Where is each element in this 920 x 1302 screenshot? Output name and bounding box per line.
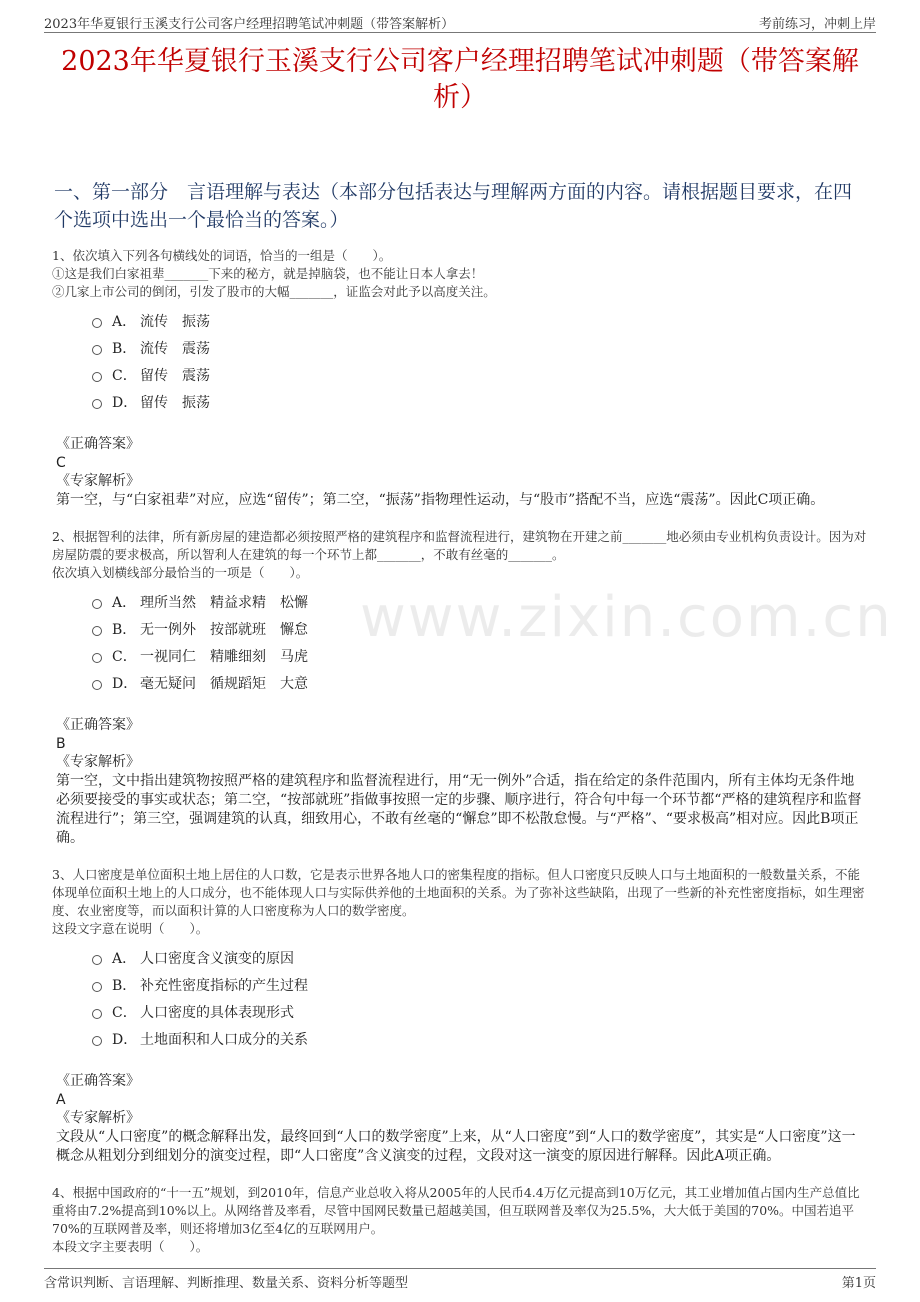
header-doc-title: 2023年华夏银行玉溪支行公司客户经理招聘笔试冲刺题（带答案解析）: [44, 17, 455, 32]
option-letter: B．: [112, 977, 137, 994]
option-c[interactable]: [92, 361, 868, 388]
explanation-text: 文段从“人口密度”的概念解释出发，最终回到“人口的数学密度”上来，从“人口密度”到“人口的数学密度”，其实是“人口密度”这一概念从粗划分到细划分的演变过程，即“人口密度”含义演变的过程，文段对这一演变的原因进行解释。因此A项正确。: [56, 1129, 856, 1164]
option-letter: D．: [112, 675, 138, 692]
answer-value: C: [56, 455, 66, 471]
option-text: 毫无疑问 循规蹈矩 大意: [140, 675, 308, 692]
radio-icon[interactable]: [92, 399, 102, 409]
option-text: 流传 振荡: [140, 313, 210, 330]
option-b[interactable]: [92, 615, 868, 642]
explanation-text: 第一空，与“白家祖辈”对应，应选“留传”；第二空，“振荡”指物理性运动，与“股市”搭配不当，应选“震荡”。因此C项正确。: [56, 492, 825, 508]
explanation-label: 《专家解析》: [56, 1110, 140, 1126]
question-4-line-1: 4、根据中国政府的“十一五”规划，到2010年，信息产业总收入将从2005年的人民币4.4万亿元提高到10万亿元，其工业增加值占国内生产总值比重将由7.2%提高到10%以上。从网络普及率看，尽管中国网民数量已超越美国，但互联网普及率仅为25.5%，大大低于美国的70%。中国若追平70%的互联网普及率，则还将增加3亿至4亿的互联网用户。: [52, 1185, 860, 1236]
question-1-line-2: ①这是我们白家祖辈_______下来的秘方，就是掉脑袋，也不能让日本人拿去！: [52, 266, 484, 281]
footer-topics: 含常识判断、言语理解、判断推理、数量关系、资料分析等题型: [44, 1276, 409, 1291]
option-letter: A．: [112, 313, 137, 330]
radio-icon[interactable]: [92, 1009, 102, 1019]
question-2-options: [92, 588, 868, 696]
option-letter: D．: [112, 394, 138, 411]
page-header: [44, 10, 876, 33]
radio-icon[interactable]: [92, 1036, 102, 1046]
option-letter: B．: [112, 340, 137, 357]
option-text: 无一例外 按部就班 懈怠: [140, 621, 308, 638]
question-4-line-2: 本段文字主要表明（ ）。: [52, 1239, 209, 1254]
option-text: 补充性密度指标的产生过程: [140, 977, 308, 994]
question-2-line-2: 依次填入划横线部分最恰当的一项是（ ）。: [52, 565, 309, 580]
question-1-options: [92, 307, 868, 415]
answer-value: B: [56, 736, 66, 752]
option-text: 人口密度的具体表现形式: [140, 1004, 294, 1021]
option-letter: C．: [112, 1004, 137, 1021]
option-text: 人口密度含义演变的原因: [140, 950, 294, 967]
page-footer: [44, 1268, 876, 1291]
explanation-text: 第一空，文中指出建筑物按照严格的建筑程序和监督流程进行，用“无一例外”合适，指在给定的条件范围内，所有主体均无条件地必须要接受的事实或状态；第二空，“按部就班”指做事按照一定的步骤、顺序进行，符合句中每一个环节都“严格的建筑程序和监督流程进行”；第三空，强调建筑的认真，细致用心，不敢有丝毫的“懈怠”即不松散怠慢。与“严格”、“要求极高”相对应。因此B项正确。: [56, 773, 862, 846]
question-3: [52, 866, 868, 1166]
watermark: www.zixin.com.cn: [360, 585, 893, 650]
question-3-line-2: 这段文字意在说明（ ）。: [52, 921, 209, 936]
question-2-line-1: 2、根据智利的法律，所有新房屋的建造都必须按照严格的建筑程序和监督流程进行，建筑物在开建之前_______地必须由专业机构负责设计。因为对房屋防震的要求极高，所以智利人在建筑的每一个环节上都_______，不敢有丝毫的_______。: [52, 529, 867, 562]
option-a[interactable]: [92, 944, 868, 971]
radio-icon[interactable]: [92, 680, 102, 690]
option-letter: C．: [112, 367, 137, 384]
option-letter: A．: [112, 950, 137, 967]
radio-icon[interactable]: [92, 955, 102, 965]
option-a[interactable]: [92, 588, 868, 615]
question-3-options: [92, 944, 868, 1052]
option-text: 留传 震荡: [140, 367, 210, 384]
section-heading: 一、第一部分 言语理解与表达（本部分包括表达与理解两方面的内容。请根据题目要求，在四个选项中选出一个最恰当的答案。）: [54, 181, 853, 231]
radio-icon[interactable]: [92, 653, 102, 663]
question-2: [52, 528, 868, 848]
option-a[interactable]: [92, 307, 868, 334]
option-c[interactable]: [92, 998, 868, 1025]
answer-label: 《正确答案》: [56, 717, 140, 733]
radio-icon[interactable]: [92, 626, 102, 636]
option-c[interactable]: [92, 642, 868, 669]
option-letter: B．: [112, 621, 137, 638]
option-letter: C．: [112, 648, 137, 665]
option-b[interactable]: [92, 334, 868, 361]
answer-value: A: [56, 1092, 66, 1108]
option-text: 土地面积和人口成分的关系: [140, 1031, 308, 1048]
question-list: [52, 247, 868, 1256]
radio-icon[interactable]: [92, 372, 102, 382]
answer-label: 《正确答案》: [56, 436, 140, 452]
option-d[interactable]: [92, 669, 868, 696]
radio-icon[interactable]: [92, 345, 102, 355]
option-d[interactable]: [92, 388, 868, 415]
option-text: 流传 震荡: [140, 340, 210, 357]
question-1-line-3: ②几家上市公司的倒闭，引发了股市的大幅_______，证监会对此予以高度关注。: [52, 284, 496, 299]
question-4: [52, 1184, 868, 1256]
question-3-line-1: 3、人口密度是单位面积土地上居住的人口数，它是表示世界各地人口的密集程度的指标。但人口密度只反映人口与土地面积的一般数量关系，不能体现单位面积土地上的人口成分，也不能体现人口与实际供养他的土地面积的关系。为了弥补这些缺陷，出现了一些新的补充性密度指标，如生理密度、农业密度等，而以面积计算的人口密度称为人口的数学密度。: [52, 867, 865, 918]
option-text: 理所当然 精益求精 松懈: [140, 594, 308, 611]
radio-icon[interactable]: [92, 318, 102, 328]
radio-icon[interactable]: [92, 982, 102, 992]
explanation-label: 《专家解析》: [56, 754, 140, 770]
option-d[interactable]: [92, 1025, 868, 1052]
option-letter: A．: [112, 594, 137, 611]
option-text: 留传 振荡: [140, 394, 210, 411]
option-letter: D．: [112, 1031, 138, 1048]
document-title: 2023年华夏银行玉溪支行公司客户经理招聘笔试冲刺题（带答案解析）: [61, 46, 859, 113]
radio-icon[interactable]: [92, 599, 102, 609]
option-text: 一视同仁 精雕细刻 马虎: [140, 648, 308, 665]
page-number: 第1页: [841, 1276, 876, 1291]
header-slogan: 考前练习，冲刺上岸: [758, 17, 876, 32]
option-b[interactable]: [92, 971, 868, 998]
answer-label: 《正确答案》: [56, 1073, 140, 1089]
question-1: [52, 247, 868, 510]
question-1-line-1: 1、依次填入下列各句横线处的词语，恰当的一组是（ ）。: [52, 248, 392, 263]
explanation-label: 《专家解析》: [56, 473, 140, 489]
